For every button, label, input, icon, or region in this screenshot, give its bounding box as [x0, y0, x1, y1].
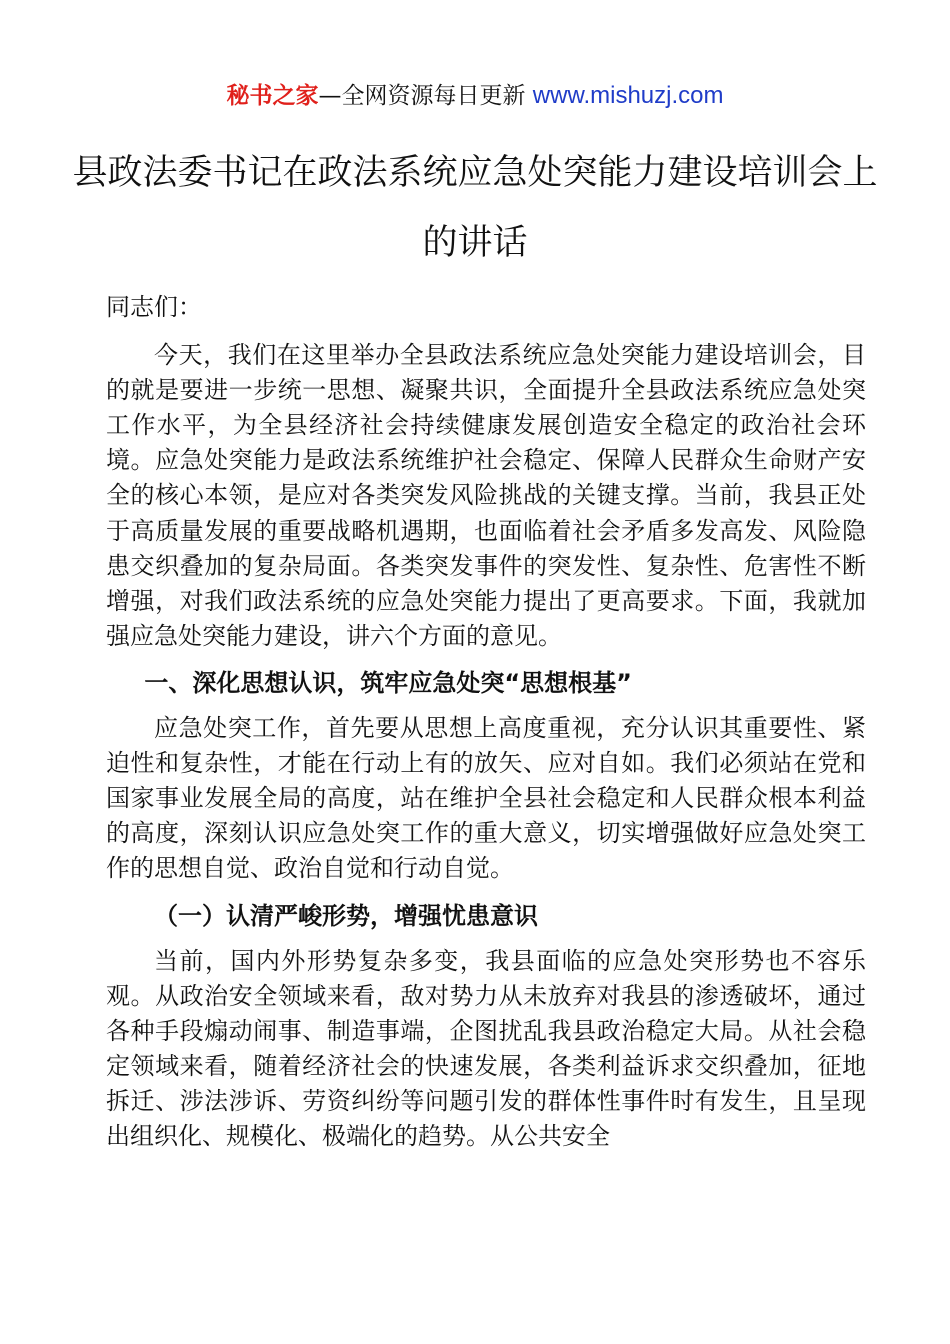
brand-name: 秘书之家	[226, 83, 319, 109]
intro-paragraph: 今天，我们在这里举办全县政法系统应急处突能力建设培训会，目的就是要进一步统一思想、凝聚共识，全面提升全县政法系统应急处突工作水平，为全县经济社会持续健康发展创造安全稳定的政治社会环境。应急处突能力是政法系统维护社会稳定、保障人民群众生命财产安全的核心本领，是应对各类突发风险挑战的关键支撑。当前，我县正处于高质量发展的重要战略机遇期，也面临着社会矛盾多发高发、风险隐患交织叠加的复杂局面。各类突发事件的突发性、复杂性、危害性不断增强，对我们政法系统的应急处突能力提出了更高要求。下面，我就加强应急处突能力建设，讲六个方面的意见。	[106, 341, 866, 650]
salutation: 同志们：	[106, 293, 202, 321]
header-tagline: —全网资源每日更新	[318, 83, 533, 109]
document-title: 县政法委书记在政法系统应急处突能力建设培训会上的讲话	[72, 153, 878, 263]
section-paragraph: 应急处突工作，首先要从思想上高度重视，充分认识其重要性、紧迫性和复杂性，才能在行动上有的放矢、应对自如。我们必须站在党和国家事业发展全局的高度，站在维护全县社会稳定和人民群众根本利益的高度，深刻认识应急处突工作的重大意义，切实增强做好应急处突工作的思想自觉、政治自觉和行动自觉。	[106, 714, 866, 883]
document-body	[106, 290, 866, 1154]
subsection-heading: （一）认清严峻形势，增强忧患意识	[154, 901, 538, 930]
site-url-link[interactable]: www.mishuzj.com	[532, 82, 724, 109]
subsection-paragraph: 当前，国内外形势复杂多变，我县面临的应急处突形势也不容乐观。从政治安全领域来看，敌对势力从未放弃对我县的渗透破坏，通过各种手段煽动闹事、制造事端，企图扰乱我县政治稳定大局。从社会稳定领域来看，随着经济社会的快速发展，各类利益诉求交织叠加，征地拆迁、涉法涉诉、劳资纠纷等问题引发的群体性事件时有发生，且呈现出组织化、规模化、极端化的趋势。从公共安全	[106, 946, 866, 1151]
site-header	[0, 80, 950, 112]
section-heading: 一、深化思想认识，筑牢应急处突“思想根基”	[144, 668, 632, 697]
